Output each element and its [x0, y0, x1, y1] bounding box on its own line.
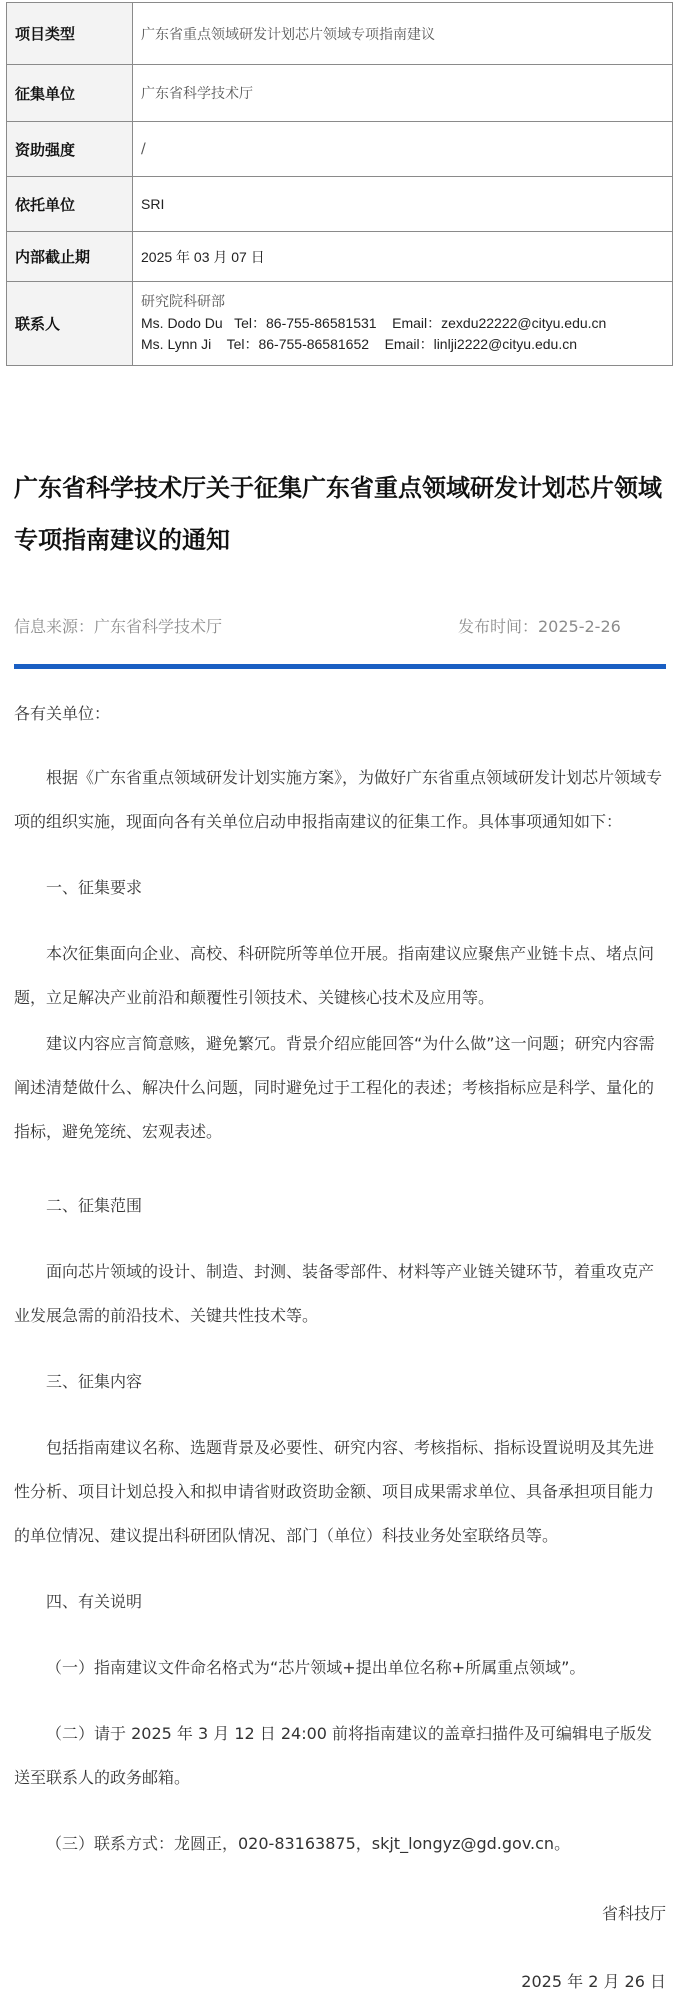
publish-time: 发布时间：2025-2-26 — [458, 617, 621, 636]
section-heading: 四、有关说明 — [46, 1592, 143, 1611]
collecting-unit-value: 广东省科学技术厅 — [133, 65, 673, 122]
note-1: （一）指南建议文件命名格式为“芯片领域+提出单位名称+所属重点领域”。 — [46, 1658, 586, 1677]
deadline-value: 2025 年 03 月 07 日 — [133, 232, 673, 282]
table-row — [7, 3, 673, 65]
note-3: （三）联系方式：龙圆正，020-83163875，skjt_longyz@gd.gov.cn。 — [46, 1834, 571, 1853]
section-heading: 一、征集要求 — [46, 878, 143, 897]
paragraph-requirements-detail: 建议内容应言简意赅，避免繁冗。背景介绍应能回答“为什么做”这一问题；研究内容需阐述清楚做什么、解决什么问题，同时避免过于工程化的表述；考核指标应是科学、量化的指标，避免笼统、宏观表述。 — [14, 1034, 655, 1141]
table-row — [7, 65, 673, 122]
row-label: 征集单位 — [7, 65, 133, 122]
contact-dept: 研究院科研部 — [141, 294, 225, 310]
paragraph-intro: 根据《广东省重点领域研发计划实施方案》，为做好广东省重点领域研发计划芯片领域专项的组织实施，现面向各有关单位启动申报指南建议的征集工作。具体事项通知如下： — [14, 768, 663, 831]
contact-line: Ms. Dodo Du Tel：86-755-86581531 Email：zexdu22222@cityu.edu.cn — [141, 315, 607, 331]
row-label: 联系人 — [7, 282, 133, 366]
table-row — [7, 122, 673, 177]
row-label: 依托单位 — [7, 177, 133, 232]
info-source: 信息来源：广东省科学技术厅 — [14, 617, 223, 636]
project-info-table — [6, 2, 673, 366]
note-2: （二）请于 2025 年 3 月 12 日 24:00 前将指南建议的盖章扫描件及可编辑电子版发送至联系人的政务邮箱。 — [14, 1724, 653, 1787]
title-divider — [14, 664, 666, 669]
funding-value: / — [133, 122, 673, 177]
paragraph-content: 包括指南建议名称、选题背景及必要性、研究内容、考核指标、指标设置说明及其先进性分析、项目计划总投入和拟申请省财政资助金额、项目成果需求单位、具备承担项目能力的单位情况、建议提出科研团队情况、部门（单位）科技业务处室联络员等。 — [14, 1438, 655, 1545]
row-label: 资助强度 — [7, 122, 133, 177]
paragraph-requirements: 本次征集面向企业、高校、科研院所等单位开展。指南建议应聚焦产业链卡点、堵点问题，立足解决产业前沿和颠覆性引领技术、关键核心技术及应用等。 — [14, 944, 655, 1007]
row-label: 内部截止期 — [7, 232, 133, 282]
row-label: 项目类型 — [7, 3, 133, 65]
paragraph-scope: 面向芯片领域的设计、制造、封测、装备零部件、材料等产业链关键环节，着重攻克产业发展急需的前沿技术、关键共性技术等。 — [14, 1262, 655, 1325]
project-type-value: 广东省重点领域研发计划芯片领域专项指南建议 — [133, 3, 673, 65]
section-heading: 三、征集内容 — [46, 1372, 143, 1391]
table-row — [7, 177, 673, 232]
signature-date: 2025 年 2 月 26 日 — [521, 1972, 666, 1991]
section-heading: 二、征集范围 — [46, 1196, 143, 1215]
host-unit-value: SRI — [133, 177, 673, 232]
signer: 省科技厅 — [601, 1904, 666, 1923]
contact-line: Ms. Lynn Ji Tel：86-755-86581652 Email：linlji2222@cityu.edu.cn — [141, 336, 577, 352]
salutation: 各有关单位： — [14, 704, 111, 723]
contact-value — [133, 282, 673, 366]
notice-title: 广东省科学技术厅关于征集广东省重点领域研发计划芯片领域专项指南建议的通知 — [14, 474, 662, 554]
table-row — [7, 282, 673, 366]
table-row — [7, 232, 673, 282]
